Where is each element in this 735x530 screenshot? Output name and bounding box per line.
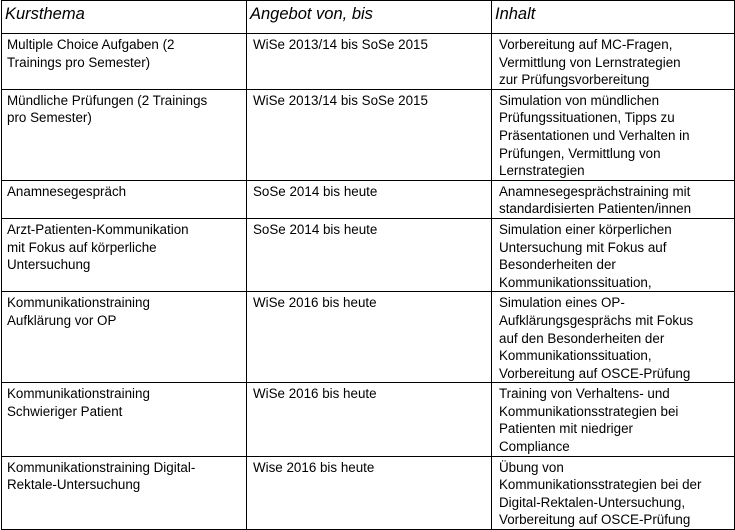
cell-line: Aufklärung vor OP [7, 312, 117, 328]
course-topic-cell [2, 34, 247, 90]
cell-line: Anamnesegesprächstraining mit [499, 183, 691, 199]
course-topic-cell [2, 180, 247, 218]
course-topic-cell [2, 218, 247, 291]
table-row [2, 383, 735, 456]
cell-line: auf den Besonderheiten der [499, 330, 665, 346]
offered-period-cell: SoSe 2014 bis heute [247, 180, 492, 218]
cell-line: Vorbereitung auf OSCE-Prüfung [499, 365, 691, 381]
course-topic-cell [2, 89, 247, 180]
cell-line: Besonderheiten der [499, 257, 616, 273]
content-cell [492, 456, 735, 529]
cell-line: Prüfungssituationen, Tipps zu [499, 110, 675, 126]
cell-line: Anamnesegespräch [7, 183, 127, 199]
offered-period-cell: WiSe 2016 bis heute [247, 292, 492, 383]
content-cell [492, 218, 735, 291]
header-row [2, 1, 735, 34]
course-topic-cell [2, 383, 247, 456]
cell-line: Kommunikationssituation, [499, 274, 652, 290]
cell-line: pro Semester) [7, 110, 92, 126]
cell-line: Prüfungen, Vermittlung von [499, 145, 661, 161]
offered-period-cell: WiSe 2013/14 bis SoSe 2015 [247, 89, 492, 180]
content-cell [492, 383, 735, 456]
course-topic-cell [2, 456, 247, 529]
cell-line: Lernstrategien [499, 163, 585, 179]
course-table [1, 0, 735, 530]
cell-line: Präsentationen und Verhalten in [499, 127, 690, 143]
table-row [2, 292, 735, 383]
offered-period-cell: WiSe 2013/14 bis SoSe 2015 [247, 34, 492, 90]
header-content: Inhalt [492, 1, 735, 34]
table-row [2, 218, 735, 291]
cell-line: zur Prüfungsvorbereitung [499, 72, 650, 88]
offered-period-cell: SoSe 2014 bis heute [247, 218, 492, 291]
cell-line: Vermittlung von Lernstrategien [499, 54, 681, 70]
table-row [2, 34, 735, 90]
cell-line: Untersuchung [7, 257, 91, 273]
offered-period-cell: WiSe 2016 bis heute [247, 383, 492, 456]
table-row [2, 180, 735, 218]
cell-line: Compliance [499, 439, 570, 455]
cell-line: Training von Verhaltens- und [499, 386, 670, 402]
cell-line: Simulation einer körperlichen [499, 221, 672, 237]
cell-line: Untersuchung mit Fokus auf [499, 239, 667, 255]
table-row [2, 456, 735, 529]
offered-period-cell: Wise 2016 bis heute [247, 456, 492, 529]
cell-line: Vorbereitung auf MC-Fragen, [499, 37, 673, 52]
cell-line: Arzt-Patienten-Kommunikation [7, 221, 189, 237]
cell-line: Kommunikationssituation, [499, 348, 652, 364]
content-cell [492, 180, 735, 218]
cell-line: Kommunikationstraining [7, 386, 150, 402]
cell-line: Kommunikationstraining Digital- [7, 459, 196, 475]
cell-line: Schwieriger Patient [7, 403, 123, 419]
cell-line: Multiple Choice Aufgaben (2 [7, 37, 175, 52]
header-offered-period: Angebot von, bis [247, 1, 492, 34]
cell-line: Trainings pro Semester) [7, 54, 151, 70]
cell-line: Kommunikationsstrategien bei der [499, 477, 702, 493]
cell-line: mit Fokus auf körperliche [7, 239, 157, 255]
cell-line: Mündliche Prüfungen (2 Trainings [7, 92, 208, 108]
cell-line: Simulation eines OP- [499, 295, 625, 311]
content-cell [492, 292, 735, 383]
header-course-topic: Kursthema [2, 1, 247, 34]
content-cell [492, 89, 735, 180]
cell-line: Kommunikationsstrategien bei [499, 403, 679, 419]
table-row [2, 89, 735, 180]
cell-line: Aufklärungsgesprächs mit Fokus [499, 312, 694, 328]
content-cell [492, 34, 735, 90]
cell-line: Rektale-Untersuchung [7, 477, 141, 493]
cell-line: Patienten mit niedriger [499, 421, 633, 437]
cell-line: Digital-Rektalen-Untersuchung, [499, 494, 686, 510]
cell-line: standardisierten Patienten/innen [499, 201, 692, 217]
cell-line: Vorbereitung auf OSCE-Prüfung [499, 512, 691, 528]
cell-line: Kommunikationstraining [7, 295, 150, 311]
course-topic-cell [2, 292, 247, 383]
cell-line: Übung von [499, 459, 564, 475]
cell-line: Simulation von mündlichen [499, 92, 660, 108]
